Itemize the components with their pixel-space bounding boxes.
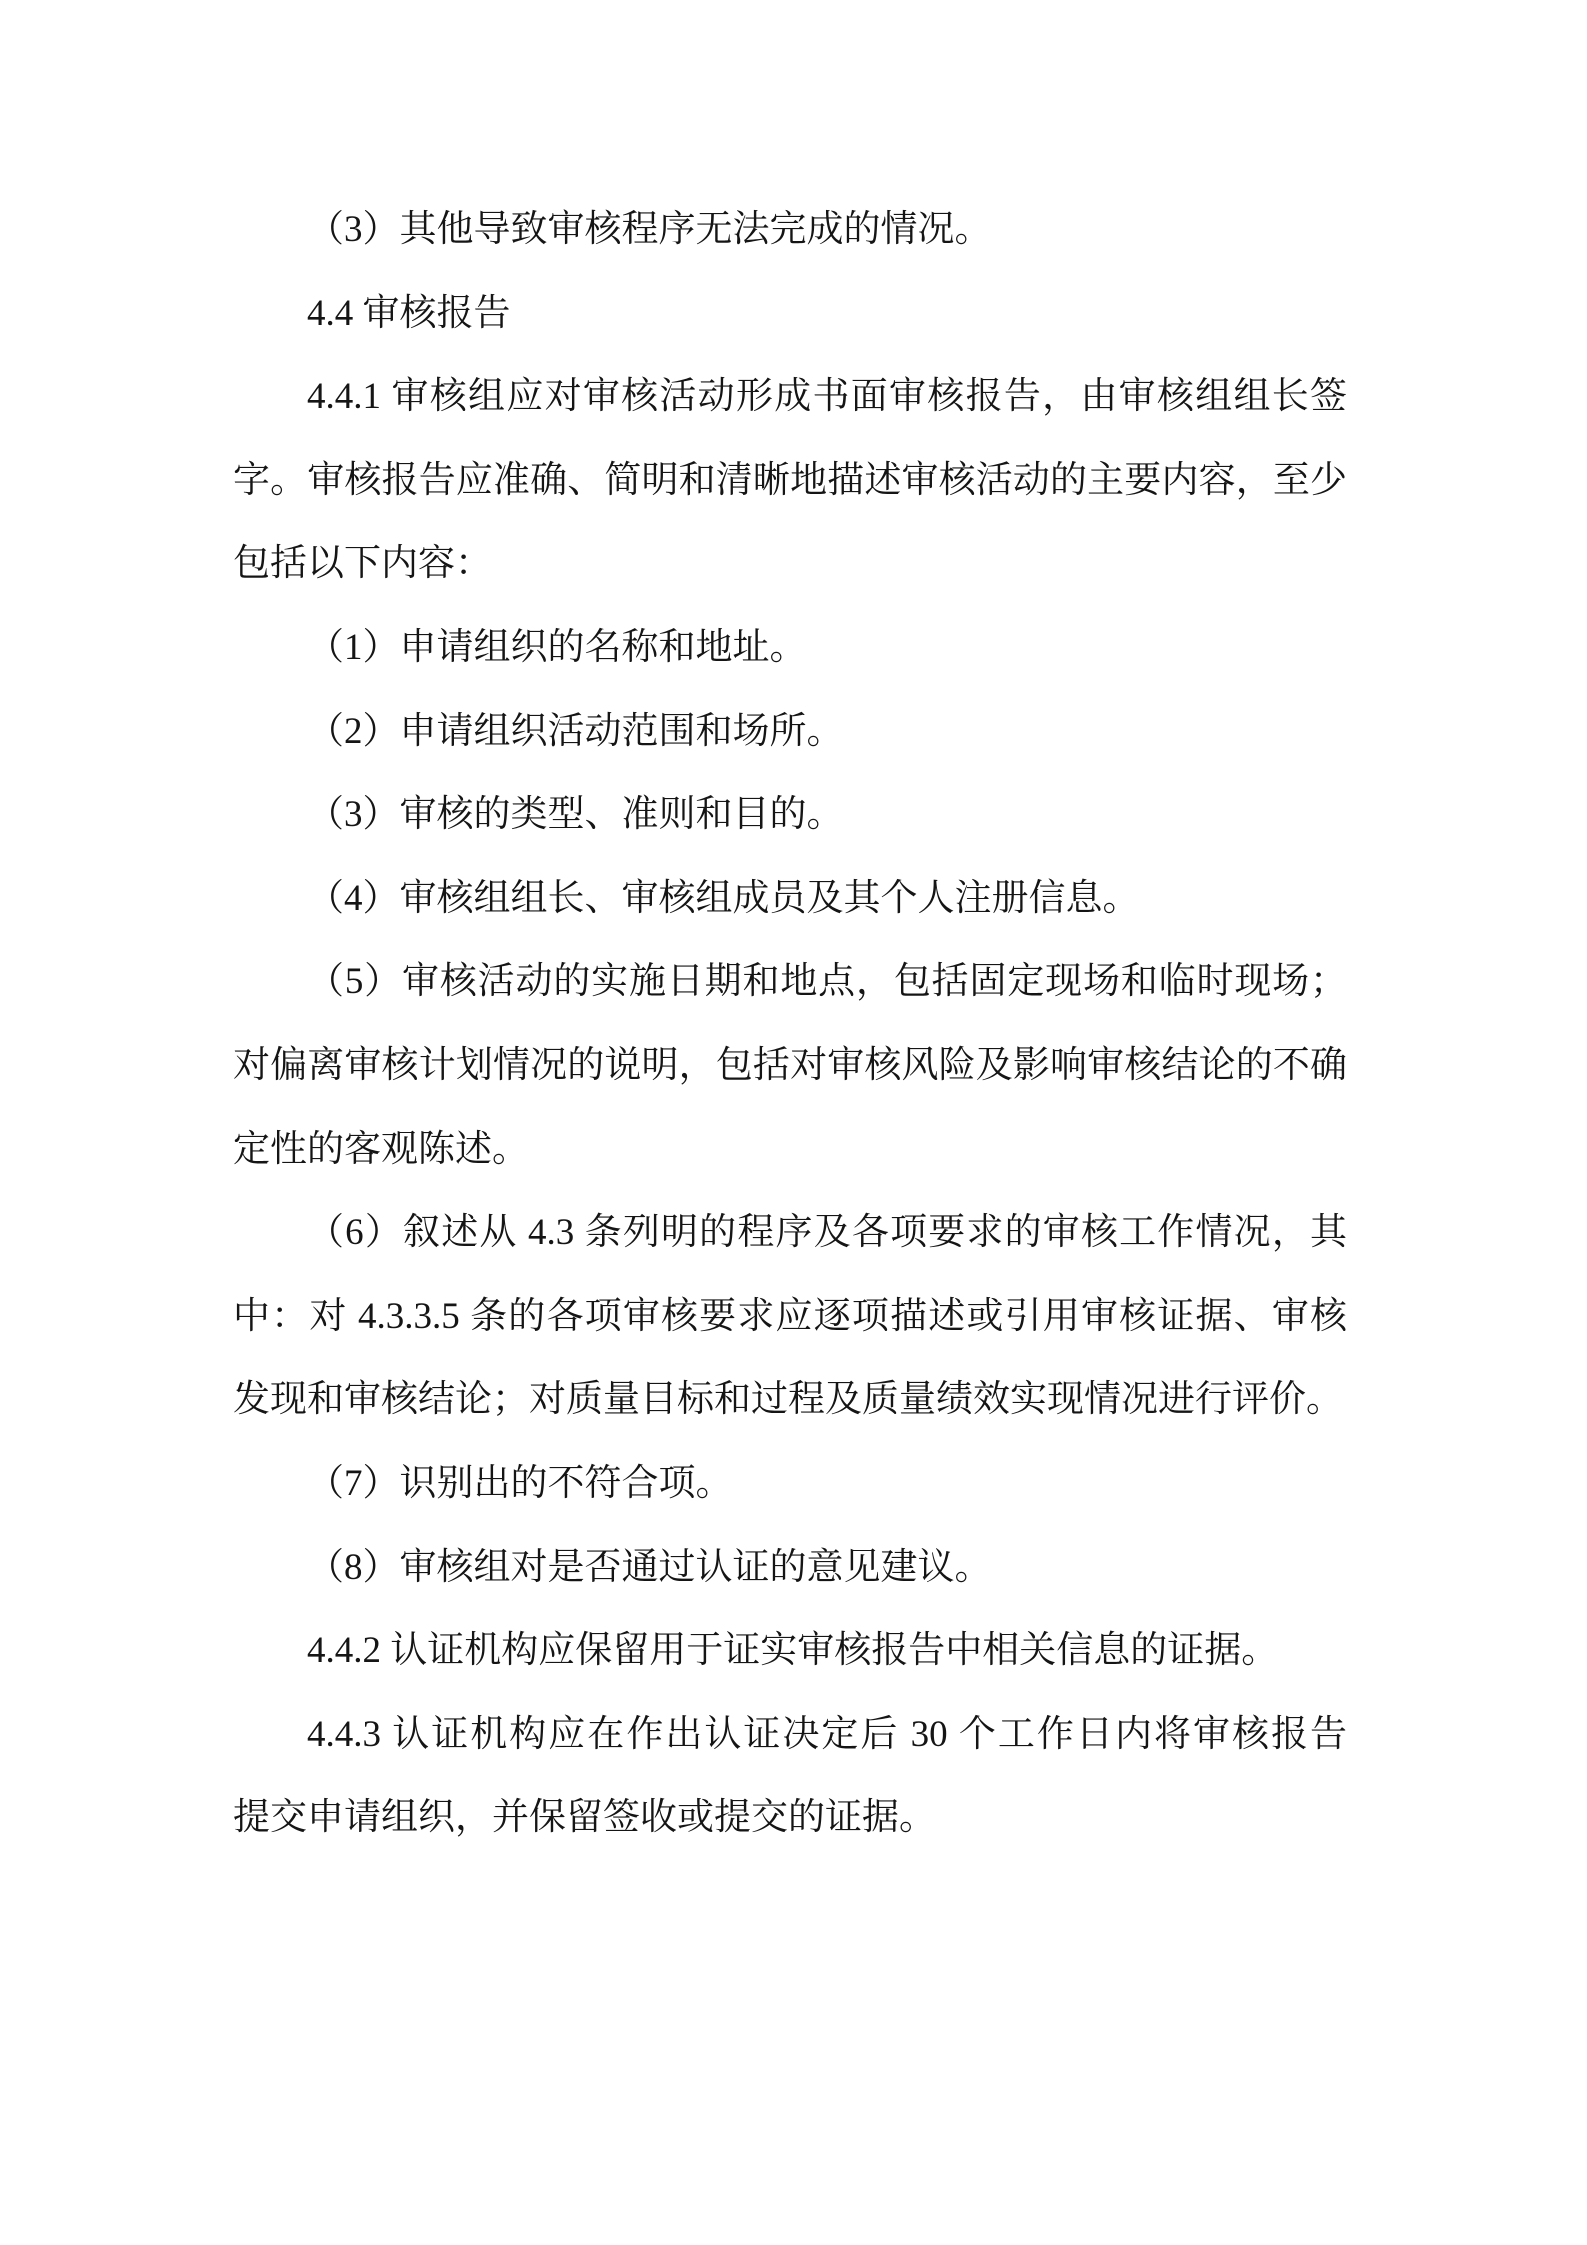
paragraph-line: 发现和审核结论；对质量目标和过程及质量绩效实现情况进行评价。	[233, 1379, 1343, 1421]
paragraph-line: 提交申请组织，并保留签收或提交的证据。	[233, 1797, 936, 1839]
list-item: （6）叙述从 4.3 条列明的程序及各项要求的审核工作情况，其	[307, 1212, 1347, 1254]
list-item: （1）申请组织的名称和地址。	[307, 626, 807, 668]
paragraph-line: 4.4.1 审核组应对审核活动形成书面审核报告，由审核组组长签	[307, 376, 1347, 418]
list-item: （4）审核组组长、审核组成员及其个人注册信息。	[307, 877, 1140, 919]
document-text	[233, 188, 1347, 1860]
list-item: （8）审核组对是否通过认证的意见建议。	[307, 1546, 992, 1588]
paragraph-line: 4.4.3 认证机构应在作出认证决定后 30 个工作日内将审核报告	[307, 1713, 1347, 1755]
paragraph-line: 包括以下内容：	[233, 543, 492, 585]
paragraph-line: 对偏离审核计划情况的说明，包括对审核风险及影响审核结论的不确	[233, 1044, 1347, 1086]
section-heading: 4.4 审核报告	[307, 292, 511, 334]
list-item: （5）审核活动的实施日期和地点，包括固定现场和临时现场；	[307, 961, 1347, 1003]
paragraph-line: 定性的客观陈述。	[233, 1128, 529, 1170]
paragraph-line: 字。审核报告应准确、简明和清晰地描述审核活动的主要内容，至少	[233, 459, 1347, 501]
paragraph-line: 中：对 4.3.3.5 条的各项审核要求应逐项描述或引用审核证据、审核	[233, 1295, 1347, 1337]
list-item: （3）审核的类型、准则和目的。	[307, 794, 844, 836]
paragraph-line: （3）其他导致审核程序无法完成的情况。	[307, 209, 992, 250]
paragraph-line: 4.4.2 认证机构应保留用于证实审核报告中相关信息的证据。	[307, 1630, 1279, 1672]
list-item: （7）识别出的不符合项。	[307, 1462, 733, 1504]
list-item: （2）申请组织活动范围和场所。	[307, 710, 844, 752]
